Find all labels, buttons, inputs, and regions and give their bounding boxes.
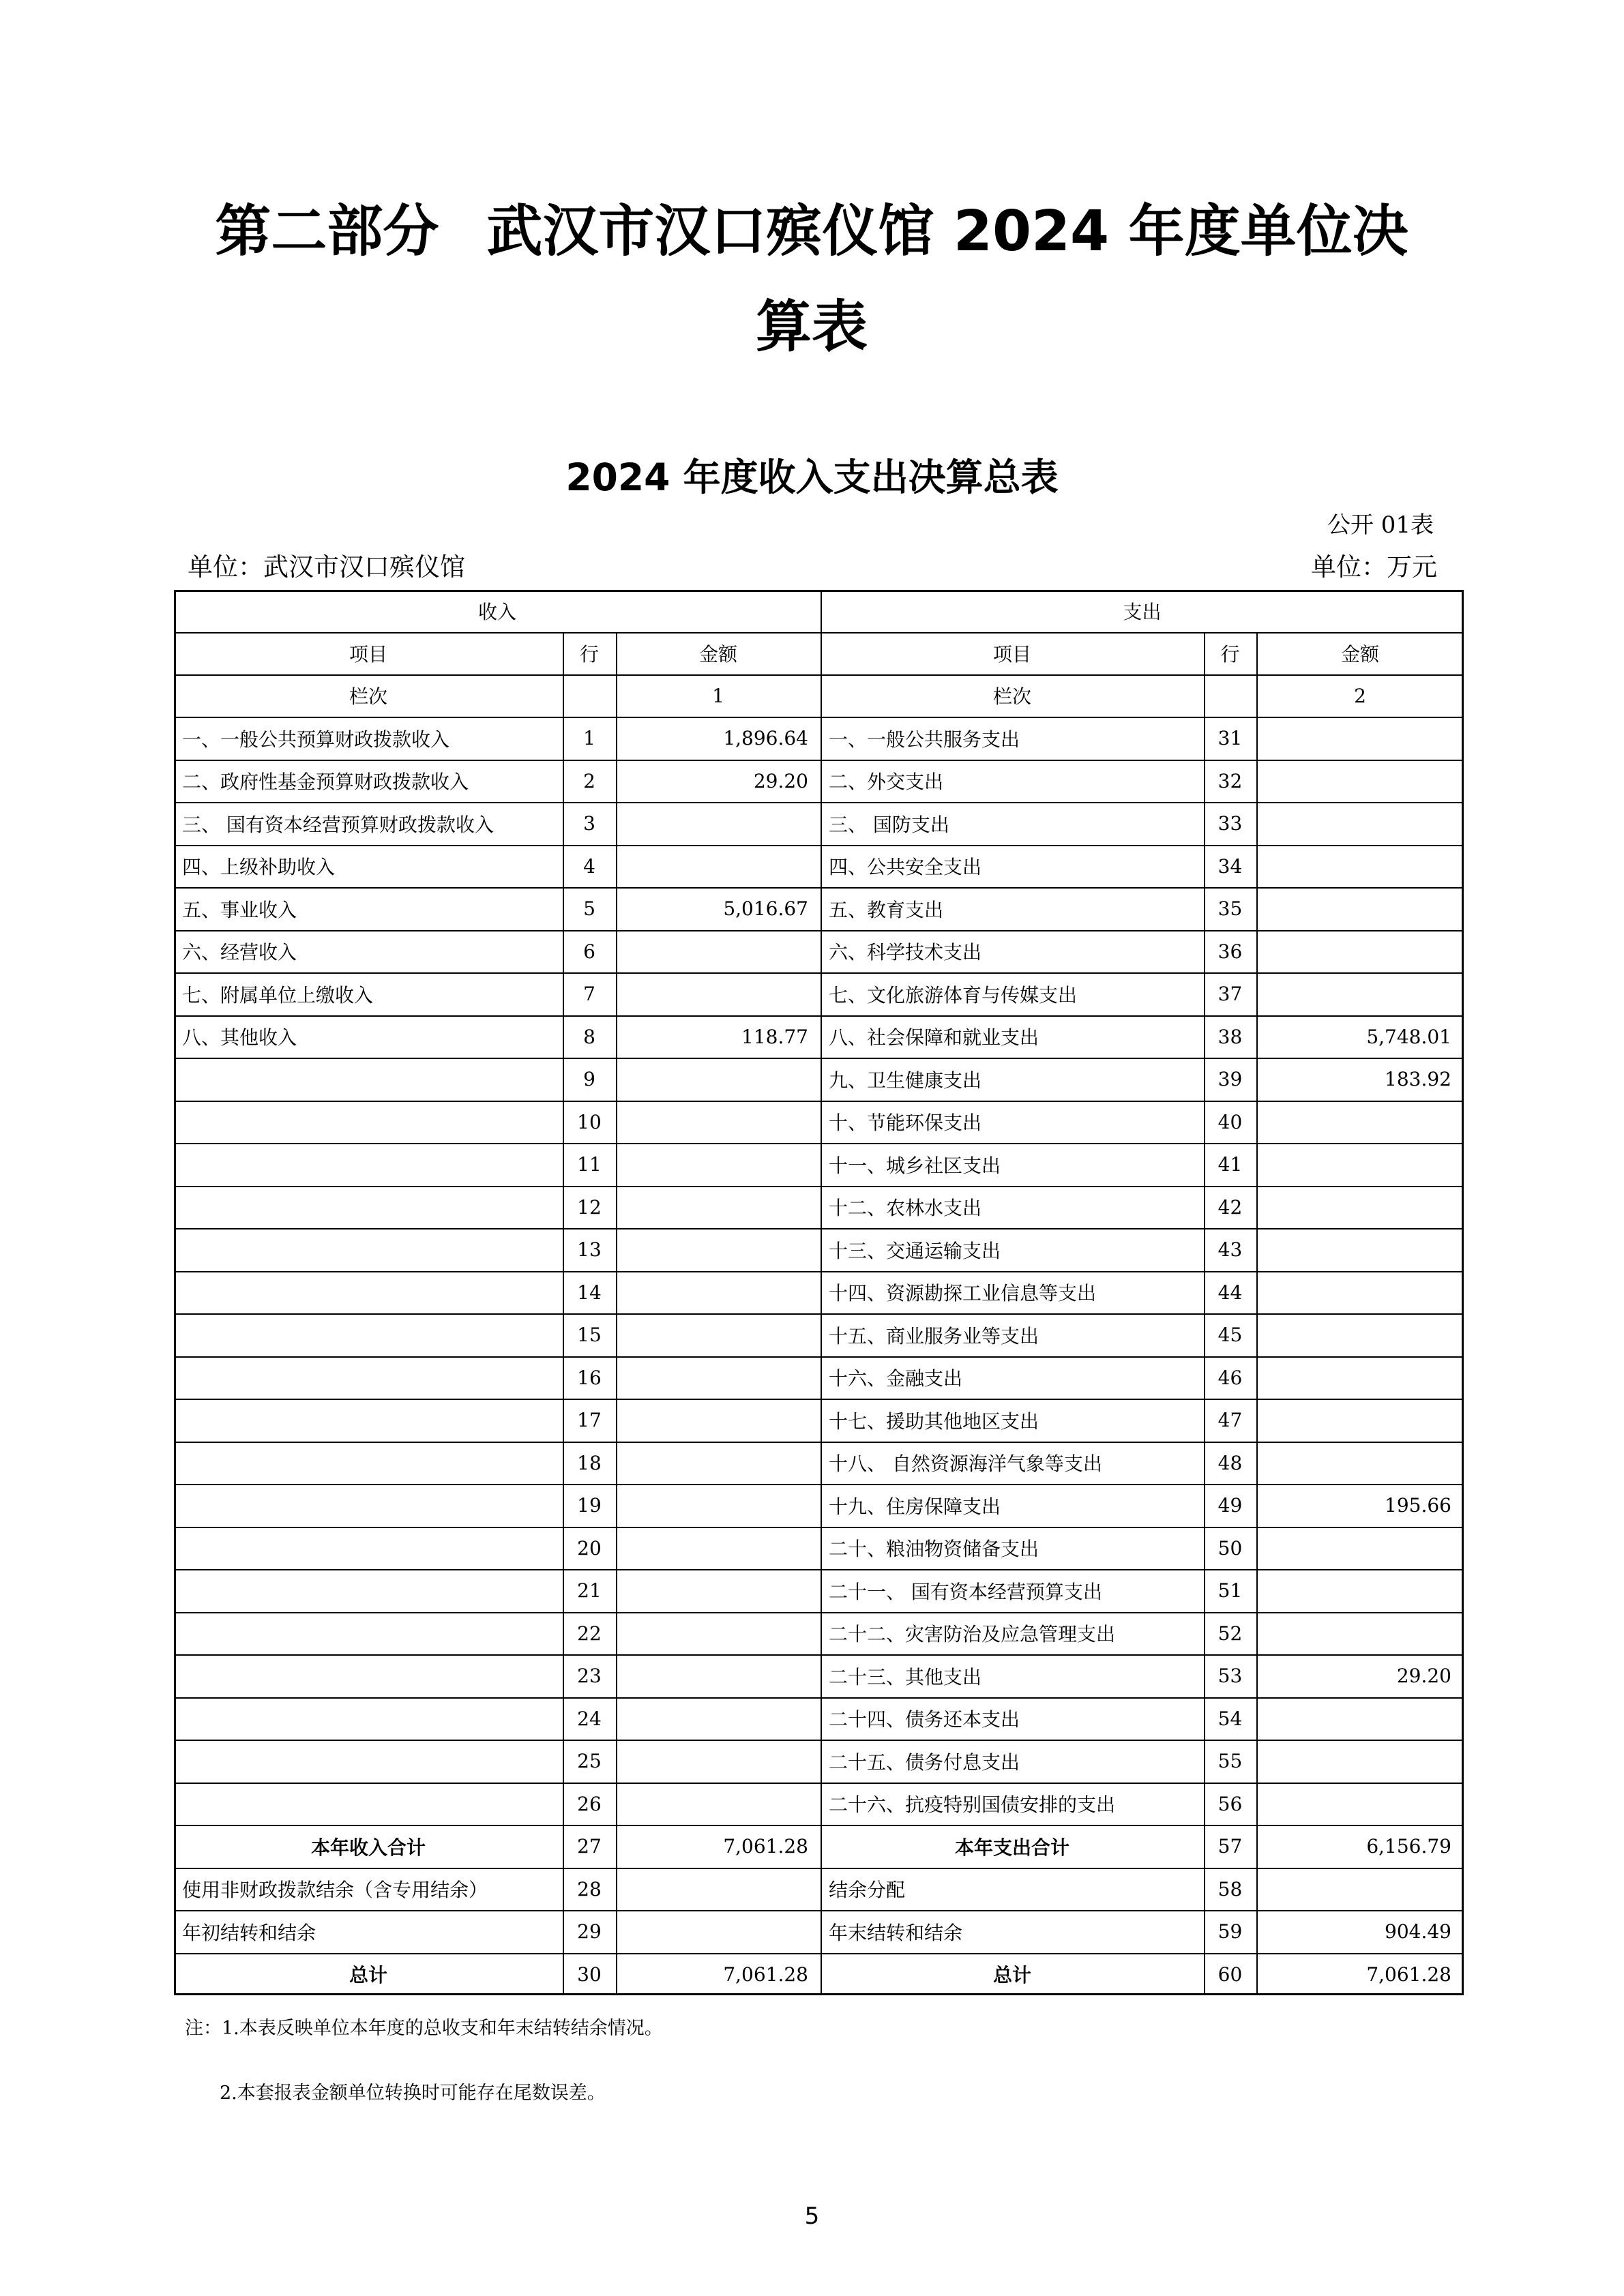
- expense-item: 年末结转和结余: [829, 1921, 963, 1944]
- expense-line-number: 43: [1217, 1238, 1243, 1261]
- table-row-divider: [174, 1697, 1464, 1699]
- income-amount: [616, 930, 821, 972]
- expense-line-number: 41: [1217, 1153, 1243, 1176]
- income-item: 总计: [349, 1964, 387, 1986]
- table-row-divider: [174, 1101, 1464, 1102]
- income-line-number: 5: [583, 897, 595, 920]
- expense-item: 十四、资源勘探工业信息等支出: [829, 1282, 1097, 1304]
- income-item: [174, 1143, 563, 1186]
- table-row-divider: [174, 717, 1464, 718]
- table-row-divider: [174, 1527, 1464, 1528]
- expense-amount: [1256, 1228, 1464, 1271]
- seq-income-label: 栏次: [349, 685, 387, 708]
- expense-item: 十七、援助其他地区支出: [829, 1410, 1039, 1433]
- expense-amount: [1256, 1313, 1464, 1356]
- income-amount: 7,061.28: [723, 1963, 808, 1986]
- table-row-divider: [174, 1271, 1464, 1272]
- expense-item: 二十三、其他支出: [829, 1665, 982, 1688]
- expense-line-number: 50: [1217, 1536, 1243, 1560]
- expense-line-number: 32: [1217, 769, 1243, 792]
- income-item: [174, 1527, 563, 1569]
- expense-item: 六、科学技术支出: [829, 941, 982, 964]
- income-amount: [616, 1484, 821, 1527]
- income-line-number: 15: [577, 1324, 602, 1346]
- expense-amount: [1256, 1271, 1464, 1313]
- expense-item: 二十、粮油物资储备支出: [829, 1538, 1039, 1560]
- expense-line-number: 33: [1217, 812, 1243, 835]
- expense-item: 三、 国防支出: [829, 813, 949, 836]
- expense-amount: [1256, 1569, 1464, 1612]
- income-amount: [616, 1612, 821, 1654]
- table-row-divider: [174, 930, 1464, 931]
- expense-line-number: 40: [1217, 1110, 1243, 1133]
- expense-item: 五、教育支出: [829, 898, 944, 921]
- table-row-divider: [174, 1953, 1464, 1954]
- income-amount: [616, 972, 821, 1015]
- expense-item: 二十四、债务还本支出: [829, 1708, 1020, 1731]
- col-expense-line: 行: [1220, 643, 1240, 666]
- expense-amount: [1256, 1143, 1464, 1186]
- income-item: 二、政府性基金预算财政拨款收入: [182, 771, 469, 793]
- income-item: [174, 1313, 563, 1356]
- table-row-divider: [174, 1186, 1464, 1187]
- title-main-line1: 武汉市汉口殡仪馆 2024 年度单位决: [486, 199, 1408, 264]
- table-row-divider: [174, 1228, 1464, 1229]
- expense-item: 十八、 自然资源海洋气象等支出: [829, 1452, 1102, 1475]
- expense-amount: [1256, 1527, 1464, 1569]
- expense-item: 十五、商业服务业等支出: [829, 1324, 1039, 1347]
- income-item: [174, 1612, 563, 1654]
- income-amount: [616, 1101, 821, 1143]
- expense-item: 十六、金融支出: [829, 1367, 963, 1390]
- note-1: 注：1.本表反映单位本年度的总收支和年末结转结余情况。: [185, 2018, 663, 2039]
- income-line-number: 8: [583, 1025, 595, 1048]
- expense-amount: [1256, 1186, 1464, 1228]
- table-row-divider: [174, 1910, 1464, 1911]
- income-line-number: 18: [577, 1451, 602, 1474]
- income-line-number: 4: [583, 854, 595, 878]
- income-item: 七、附属单位上缴收入: [182, 983, 374, 1007]
- expense-item: 总计: [992, 1964, 1031, 1986]
- table-row-divider: [174, 632, 1464, 633]
- table-row-divider: [174, 887, 1464, 889]
- income-item: 六、经营收入: [182, 941, 297, 964]
- income-item: 八、其他收入: [182, 1026, 297, 1049]
- income-amount: [616, 1569, 821, 1612]
- expense-amount: 195.66: [1385, 1494, 1451, 1517]
- table-row-divider: [174, 1356, 1464, 1358]
- income-amount: 29.20: [753, 769, 808, 792]
- expense-item: 十、节能环保支出: [829, 1112, 982, 1134]
- expense-amount: [1256, 1740, 1464, 1783]
- table-row-divider: [174, 674, 1464, 676]
- table-column-divider: [616, 632, 617, 1995]
- expense-line-number: 36: [1217, 940, 1243, 963]
- col-expense-amount: 金额: [1340, 643, 1379, 666]
- income-item: 年初结转和结余: [182, 1921, 316, 1944]
- income-line-number: 29: [577, 1920, 602, 1943]
- document-title: [157, 184, 1466, 375]
- income-amount: [616, 1356, 821, 1399]
- income-line-number: 17: [577, 1409, 602, 1431]
- table-row-divider: [174, 1868, 1464, 1869]
- income-line-number: 26: [577, 1792, 602, 1815]
- income-amount: 7,061.28: [723, 1835, 808, 1858]
- table-row-divider: [174, 1015, 1464, 1017]
- expense-item: 九、卫生健康支出: [829, 1069, 982, 1092]
- table-row-divider: [174, 1399, 1464, 1400]
- table-row-divider: [174, 1143, 1464, 1144]
- expense-line-number: 60: [1217, 1963, 1243, 1986]
- expense-line-number: 54: [1217, 1707, 1243, 1730]
- expense-line-number: 59: [1217, 1920, 1243, 1943]
- income-amount: 1,896.64: [723, 727, 808, 749]
- expense-item: 本年支出合计: [954, 1836, 1069, 1859]
- expense-line-number: 47: [1217, 1409, 1243, 1431]
- income-line-number: 1: [583, 727, 595, 749]
- income-line-number: 30: [577, 1963, 602, 1986]
- expense-line-number: 38: [1217, 1025, 1243, 1048]
- expense-item: 七、文化旅游体育与传媒支出: [829, 983, 1078, 1007]
- expense-line-number: 46: [1217, 1366, 1243, 1389]
- income-amount: [616, 1228, 821, 1271]
- income-item: [174, 1058, 563, 1101]
- table-row-divider: [174, 1654, 1464, 1656]
- income-line-number: 3: [583, 812, 595, 835]
- header-expense: 支出: [1123, 601, 1162, 623]
- income-amount: [616, 1313, 821, 1356]
- income-line-number: 13: [577, 1238, 602, 1261]
- income-line-number: 2: [583, 769, 595, 792]
- table-row-divider: [174, 1993, 1464, 1995]
- income-line-number: 7: [583, 983, 595, 1005]
- expense-amount: [1256, 887, 1464, 930]
- income-line-number: 24: [577, 1707, 602, 1730]
- income-item: 五、事业收入: [182, 898, 297, 921]
- income-item: [174, 1569, 563, 1612]
- title-main-line2: 算表: [755, 295, 868, 359]
- income-amount: [616, 1740, 821, 1783]
- expense-amount: [1256, 1783, 1464, 1825]
- income-amount: [616, 1399, 821, 1442]
- income-item: [174, 1740, 563, 1783]
- expense-amount: [1256, 845, 1464, 887]
- income-amount: [616, 1910, 821, 1953]
- col-income-line: 行: [579, 643, 599, 666]
- income-amount: [616, 1697, 821, 1740]
- table-title: 2024 年度收入支出决算总表: [565, 456, 1059, 499]
- expense-line-number: 44: [1217, 1281, 1243, 1304]
- income-line-number: 28: [577, 1877, 602, 1900]
- expense-line-number: 56: [1217, 1792, 1243, 1815]
- expense-item: 十九、住房保障支出: [829, 1495, 1001, 1518]
- page-number: 5: [804, 2203, 820, 2230]
- seq-income-number: 1: [712, 684, 724, 707]
- expense-amount: 6,156.79: [1366, 1835, 1451, 1858]
- income-item: 三、 国有资本经营预算财政拨款收入: [182, 813, 494, 836]
- income-amount: [616, 1654, 821, 1697]
- income-item: [174, 1654, 563, 1697]
- income-amount: 118.77: [741, 1025, 808, 1048]
- table-column-divider: [821, 590, 822, 1995]
- expense-item: 二十一、 国有资本经营预算支出: [829, 1580, 1102, 1603]
- expense-line-number: 48: [1217, 1451, 1243, 1474]
- table-column-divider: [1462, 590, 1464, 1995]
- expense-item: 二、外交支出: [829, 771, 944, 793]
- col-income-amount: 金额: [698, 643, 737, 666]
- unit-name: 单位：武汉市汉口殡仪馆: [188, 552, 465, 582]
- header-income: 收入: [477, 601, 516, 623]
- expense-amount: [1256, 1442, 1464, 1484]
- table-column-divider: [174, 590, 176, 1995]
- income-line-number: 20: [577, 1536, 602, 1560]
- table-row-divider: [174, 1612, 1464, 1613]
- expense-amount: [1256, 1697, 1464, 1740]
- expense-amount: 7,061.28: [1366, 1963, 1451, 1986]
- income-amount: 5,016.67: [723, 897, 808, 920]
- income-item: [174, 1442, 563, 1484]
- income-item: 使用非财政拨款结余（含专用结余）: [182, 1879, 488, 1901]
- expense-line-number: 55: [1217, 1750, 1243, 1772]
- expense-item: 二十五、债务付息支出: [829, 1750, 1020, 1774]
- expense-item: 结余分配: [829, 1879, 906, 1901]
- expense-amount: 29.20: [1396, 1665, 1451, 1687]
- income-amount: [616, 1143, 821, 1186]
- income-item: 一、一般公共预算财政拨款收入: [182, 728, 450, 751]
- table-row-divider: [174, 1740, 1464, 1741]
- expense-amount: [1256, 760, 1464, 802]
- income-item: [174, 1228, 563, 1271]
- expense-amount: [1256, 1868, 1464, 1910]
- income-item: 本年收入合计: [310, 1836, 426, 1859]
- income-item: [174, 1783, 563, 1825]
- table-row-divider: [174, 1569, 1464, 1570]
- expense-amount: [1256, 1101, 1464, 1143]
- expense-amount: 183.92: [1385, 1068, 1451, 1090]
- income-amount: [616, 1783, 821, 1825]
- table-column-divider: [1204, 632, 1205, 1995]
- expense-line-number: 53: [1217, 1665, 1243, 1687]
- income-item: [174, 1484, 563, 1527]
- income-amount: [616, 802, 821, 845]
- income-amount: [616, 1442, 821, 1484]
- expense-line-number: 52: [1217, 1622, 1243, 1645]
- expense-line-number: 57: [1217, 1835, 1243, 1858]
- income-item: [174, 1697, 563, 1740]
- income-item: [174, 1399, 563, 1442]
- table-row-divider: [174, 760, 1464, 761]
- col-income-item: 项目: [349, 643, 387, 666]
- expense-amount: [1256, 930, 1464, 972]
- income-amount: [616, 1271, 821, 1313]
- income-line-number: 27: [577, 1835, 602, 1858]
- table-row-divider: [174, 802, 1464, 803]
- income-line-number: 22: [577, 1622, 602, 1645]
- table-column-divider: [563, 632, 564, 1995]
- income-line-number: 11: [577, 1153, 602, 1176]
- expense-amount: [1256, 1356, 1464, 1399]
- expense-amount: [1256, 1612, 1464, 1654]
- expense-line-number: 51: [1217, 1579, 1243, 1602]
- expense-item: 十三、交通运输支出: [829, 1239, 1001, 1262]
- expense-line-number: 37: [1217, 983, 1243, 1005]
- table-row-divider: [174, 1313, 1464, 1315]
- expense-amount: [1256, 1399, 1464, 1442]
- income-line-number: 23: [577, 1665, 602, 1687]
- income-item: [174, 1271, 563, 1313]
- expense-amount: 904.49: [1385, 1920, 1451, 1943]
- income-line-number: 9: [583, 1068, 595, 1090]
- seq-expense-label: 栏次: [992, 685, 1031, 708]
- expense-line-number: 42: [1217, 1195, 1243, 1219]
- income-item: 四、上级补助收入: [182, 856, 336, 878]
- expense-item: 十一、城乡社区支出: [829, 1154, 1001, 1177]
- expense-amount: [1256, 717, 1464, 760]
- table-row-divider: [174, 1058, 1464, 1059]
- income-amount: [616, 1186, 821, 1228]
- income-amount: [616, 1058, 821, 1101]
- expense-item: 八、社会保障和就业支出: [829, 1026, 1039, 1049]
- income-item: [174, 1101, 563, 1143]
- table-row-divider: [174, 1442, 1464, 1443]
- table-code: 公开 01表: [1327, 511, 1434, 539]
- title-part-label: 第二部分: [215, 199, 439, 264]
- expense-amount: 5,748.01: [1366, 1025, 1451, 1048]
- seq-expense-number: 2: [1354, 684, 1366, 707]
- income-item: [174, 1356, 563, 1399]
- income-item: [174, 1186, 563, 1228]
- note-2: 2.本套报表金额单位转换时可能存在尾数误差。: [220, 2083, 606, 2104]
- expense-line-number: 45: [1217, 1324, 1243, 1346]
- expense-line-number: 31: [1217, 727, 1243, 749]
- expense-item: 一、一般公共服务支出: [829, 728, 1020, 751]
- table-row-divider: [174, 972, 1464, 974]
- income-amount: [616, 1868, 821, 1910]
- income-line-number: 25: [577, 1750, 602, 1772]
- income-line-number: 6: [583, 940, 595, 963]
- table-row-divider: [174, 590, 1464, 592]
- expense-amount: [1256, 802, 1464, 845]
- expense-line-number: 58: [1217, 1877, 1243, 1900]
- expense-line-number: 49: [1217, 1494, 1243, 1517]
- income-line-number: 16: [577, 1366, 602, 1389]
- expense-item: 二十二、灾害防治及应急管理支出: [829, 1623, 1116, 1645]
- table-row-divider: [174, 1783, 1464, 1784]
- income-line-number: 14: [577, 1281, 602, 1304]
- income-line-number: 19: [577, 1494, 602, 1517]
- expense-line-number: 39: [1217, 1068, 1243, 1090]
- income-amount: [616, 845, 821, 887]
- expense-item: 二十六、抗疫特别国债安排的支出: [829, 1793, 1116, 1816]
- income-expense-table: [174, 590, 1464, 1995]
- table-row-divider: [174, 1484, 1464, 1485]
- income-line-number: 21: [577, 1579, 602, 1602]
- expense-amount: [1256, 972, 1464, 1015]
- expense-item: 十二、农林水支出: [829, 1197, 982, 1219]
- expense-line-number: 35: [1217, 897, 1243, 920]
- expense-line-number: 34: [1217, 854, 1243, 878]
- expense-item: 四、公共安全支出: [829, 856, 982, 878]
- unit-measure: 单位：万元: [1311, 552, 1437, 582]
- income-line-number: 12: [577, 1195, 602, 1219]
- income-amount: [616, 1527, 821, 1569]
- col-expense-item: 项目: [992, 643, 1031, 666]
- table-column-divider: [1256, 632, 1258, 1995]
- table-row-divider: [174, 1825, 1464, 1826]
- table-row-divider: [174, 845, 1464, 846]
- income-line-number: 10: [577, 1110, 602, 1133]
